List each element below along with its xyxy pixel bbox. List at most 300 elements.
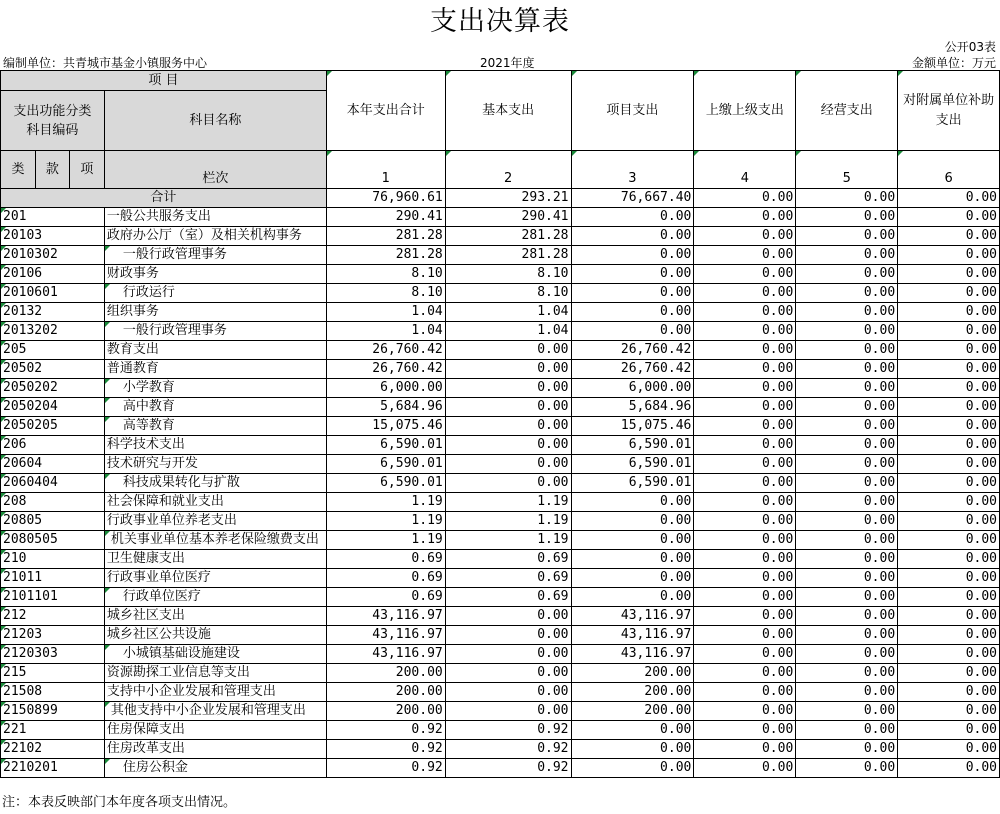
amount-cell: 5,684.96: [326, 398, 445, 417]
amount-cell: 1.04: [326, 303, 445, 322]
amount-cell: 0.00: [694, 588, 796, 607]
amount-cell: 0.00: [898, 721, 1000, 740]
amount-cell: 0.00: [694, 265, 796, 284]
amount-cell: 0.00: [445, 607, 571, 626]
amount-cell: 0.00: [796, 284, 898, 303]
subject-name: 科技成果转化与扩散: [104, 474, 326, 493]
unit-label: 金额单位：万元: [911, 56, 996, 70]
col-header-total: 本年支出合计: [326, 71, 445, 151]
amount-cell: 0.00: [898, 379, 1000, 398]
amount-cell: 290.41: [326, 208, 445, 227]
amount-cell: 0.00: [694, 645, 796, 664]
amount-cell: 0.00: [694, 569, 796, 588]
amount-cell: 0.00: [571, 588, 694, 607]
amount-cell: 0.00: [445, 664, 571, 683]
subject-code: 21011: [1, 569, 105, 588]
amount-cell: 0.00: [796, 721, 898, 740]
amount-cell: 0.00: [796, 455, 898, 474]
amount-cell: 281.28: [445, 246, 571, 265]
amount-cell: 15,075.46: [326, 417, 445, 436]
amount-cell: 0.00: [694, 208, 796, 227]
amount-cell: 0.00: [898, 284, 1000, 303]
amount-cell: 43,116.97: [571, 626, 694, 645]
subject-name: 科学技术支出: [104, 436, 326, 455]
amount-cell: 0.00: [898, 227, 1000, 246]
table-row: [1, 227, 1000, 246]
fiscal-year: 2021年度: [480, 56, 535, 70]
amount-cell: 0.00: [445, 645, 571, 664]
col-header-project: 项目支出: [571, 71, 694, 151]
subject-code: 2050202: [1, 379, 105, 398]
amount-cell: 6,590.01: [571, 436, 694, 455]
amount-cell: 0.00: [898, 664, 1000, 683]
subject-code: 210: [1, 550, 105, 569]
amount-cell: 0.00: [694, 626, 796, 645]
header-subject-name: 科目名称: [104, 91, 326, 151]
amount-cell: 8.10: [445, 284, 571, 303]
amount-cell: 0.00: [694, 303, 796, 322]
subject-name: 一般行政管理事务: [104, 322, 326, 341]
amount-cell: 0.00: [796, 493, 898, 512]
amount-cell: 281.28: [445, 227, 571, 246]
amount-cell: 43,116.97: [571, 645, 694, 664]
amount-cell: 6,590.01: [571, 455, 694, 474]
amount-cell: 26,760.42: [326, 360, 445, 379]
table-row: [1, 645, 1000, 664]
amount-cell: 0.69: [445, 550, 571, 569]
subject-code: 2080505: [1, 531, 105, 550]
header-lanci: 栏次: [104, 151, 326, 189]
subject-name: 行政事业单位养老支出: [104, 512, 326, 531]
amount-cell: 290.41: [445, 208, 571, 227]
subject-code: 2060404: [1, 474, 105, 493]
subject-code: 212: [1, 607, 105, 626]
amount-cell: 0.00: [898, 417, 1000, 436]
amount-cell: 0.00: [796, 398, 898, 417]
amount-cell: 0.00: [898, 550, 1000, 569]
amount-cell: 0.00: [796, 531, 898, 550]
amount-cell: 1.19: [326, 493, 445, 512]
amount-cell: 8.10: [326, 284, 445, 303]
amount-cell: 200.00: [571, 702, 694, 721]
subject-name: 小城镇基础设施建设: [104, 645, 326, 664]
amount-cell: 0.00: [694, 398, 796, 417]
amount-cell: 0.00: [796, 379, 898, 398]
table-row: [1, 398, 1000, 417]
amount-cell: 0.00: [571, 759, 694, 778]
amount-cell: 0.00: [445, 474, 571, 493]
amount-cell: 0.00: [796, 417, 898, 436]
amount-cell: 0.00: [898, 702, 1000, 721]
amount-cell: 0.00: [571, 265, 694, 284]
amount-cell: 0.00: [898, 398, 1000, 417]
subject-code: 2120303: [1, 645, 105, 664]
amount-cell: 15,075.46: [571, 417, 694, 436]
subject-code: 2150899: [1, 702, 105, 721]
amount-cell: 0.00: [898, 607, 1000, 626]
amount-cell: 0.00: [571, 303, 694, 322]
amount-cell: 0.00: [898, 683, 1000, 702]
amount-cell: 0.00: [571, 512, 694, 531]
subject-name: 支持中小企业发展和管理支出: [104, 683, 326, 702]
amount-cell: 5,684.96: [571, 398, 694, 417]
amount-cell: 0.00: [694, 721, 796, 740]
subject-name: 社会保障和就业支出: [104, 493, 326, 512]
subject-code: 221: [1, 721, 105, 740]
subject-name: 行政单位医疗: [104, 588, 326, 607]
amount-cell: 0.00: [445, 360, 571, 379]
amount-cell: 0.00: [796, 588, 898, 607]
amount-cell: 1.19: [326, 512, 445, 531]
subject-code: 205: [1, 341, 105, 360]
amount-cell: 0.00: [445, 436, 571, 455]
amount-cell: 0.00: [796, 664, 898, 683]
subject-code: 20805: [1, 512, 105, 531]
amount-cell: 0.00: [445, 379, 571, 398]
header-xiang: 项: [69, 151, 104, 189]
table-row: [1, 531, 1000, 550]
header-item: 项 目: [1, 71, 327, 91]
org-label: 编制单位：共青城市基金小镇服务中心: [3, 56, 208, 70]
amount-cell: 0.00: [694, 246, 796, 265]
amount-cell: 0.00: [694, 740, 796, 759]
amount-cell: 0.00: [796, 550, 898, 569]
amount-cell: 6,590.01: [326, 474, 445, 493]
amount-cell: 6,590.01: [571, 474, 694, 493]
subject-name: 高中教育: [104, 398, 326, 417]
amount-cell: 0.00: [694, 284, 796, 303]
subject-code: 20502: [1, 360, 105, 379]
amount-cell: 0.92: [326, 721, 445, 740]
subject-name: 城乡社区支出: [104, 607, 326, 626]
table-row: [1, 417, 1000, 436]
amount-cell: 0.00: [694, 227, 796, 246]
subject-name: 小学教育: [104, 379, 326, 398]
subject-code: 20604: [1, 455, 105, 474]
subject-name: 资源勘探工业信息等支出: [104, 664, 326, 683]
col-num-6: 6: [898, 151, 1000, 189]
subject-name: 住房保障支出: [104, 721, 326, 740]
amount-cell: 0.00: [694, 455, 796, 474]
amount-cell: 0.00: [796, 645, 898, 664]
subject-name: 高等教育: [104, 417, 326, 436]
amount-cell: 0.92: [326, 740, 445, 759]
col-num-5: 5: [796, 151, 898, 189]
amount-cell: 0.00: [694, 474, 796, 493]
amount-cell: 0.00: [796, 626, 898, 645]
amount-cell: 0.00: [694, 531, 796, 550]
subject-name: 住房改革支出: [104, 740, 326, 759]
amount-cell: 0.00: [445, 455, 571, 474]
header-kuan: 款: [35, 151, 69, 189]
totals-cell: 76,667.40: [571, 189, 694, 208]
subject-name: 普通教育: [104, 360, 326, 379]
amount-cell: 0.00: [898, 740, 1000, 759]
amount-cell: 0.00: [898, 265, 1000, 284]
amount-cell: 0.00: [898, 208, 1000, 227]
subject-code: 215: [1, 664, 105, 683]
subject-code: 2101101: [1, 588, 105, 607]
amount-cell: 200.00: [326, 664, 445, 683]
subject-code: 2010302: [1, 246, 105, 265]
col-header-basic: 基本支出: [445, 71, 571, 151]
amount-cell: 0.00: [796, 341, 898, 360]
subject-name: 住房公积金: [104, 759, 326, 778]
table-row: [1, 341, 1000, 360]
amount-cell: 0.00: [796, 512, 898, 531]
amount-cell: 281.28: [326, 227, 445, 246]
table-row: [1, 284, 1000, 303]
amount-cell: 0.00: [571, 569, 694, 588]
subject-code: 2050205: [1, 417, 105, 436]
amount-cell: 0.00: [898, 512, 1000, 531]
amount-cell: 1.04: [445, 322, 571, 341]
subject-name: 城乡社区公共设施: [104, 626, 326, 645]
amount-cell: 0.00: [898, 588, 1000, 607]
col-header-business: 经营支出: [796, 71, 898, 151]
totals-row: [1, 189, 1000, 208]
subject-name: 行政运行: [104, 284, 326, 303]
amount-cell: 0.00: [445, 702, 571, 721]
amount-cell: 0.00: [898, 322, 1000, 341]
amount-cell: 0.00: [445, 341, 571, 360]
amount-cell: 200.00: [571, 664, 694, 683]
totals-cell: 76,960.61: [326, 189, 445, 208]
amount-cell: 1.19: [445, 493, 571, 512]
amount-cell: 0.00: [571, 550, 694, 569]
subject-code: 2010601: [1, 284, 105, 303]
subject-code: 2013202: [1, 322, 105, 341]
table-row: [1, 265, 1000, 284]
totals-cell: 293.21: [445, 189, 571, 208]
form-number: 公开03表: [944, 40, 996, 54]
col-num-2: 2: [445, 151, 571, 189]
amount-cell: 0.00: [571, 493, 694, 512]
table-row: [1, 379, 1000, 398]
amount-cell: 0.92: [445, 759, 571, 778]
table-row: [1, 607, 1000, 626]
amount-cell: 0.00: [445, 417, 571, 436]
amount-cell: 0.00: [694, 341, 796, 360]
subject-name: 教育支出: [104, 341, 326, 360]
amount-cell: 0.00: [694, 702, 796, 721]
amount-cell: 0.00: [694, 550, 796, 569]
amount-cell: 43,116.97: [326, 645, 445, 664]
amount-cell: 0.00: [796, 303, 898, 322]
amount-cell: 43,116.97: [326, 626, 445, 645]
amount-cell: 0.69: [326, 550, 445, 569]
amount-cell: 43,116.97: [571, 607, 694, 626]
amount-cell: 0.00: [898, 569, 1000, 588]
amount-cell: 0.00: [694, 436, 796, 455]
amount-cell: 0.00: [445, 683, 571, 702]
amount-cell: 0.00: [898, 360, 1000, 379]
subject-code: 206: [1, 436, 105, 455]
footnote: 注：本表反映部门本年度各项支出情况。: [2, 795, 237, 810]
amount-cell: 0.00: [796, 740, 898, 759]
subject-name: 财政事务: [104, 265, 326, 284]
totals-cell: 0.00: [694, 189, 796, 208]
amount-cell: 0.00: [898, 246, 1000, 265]
amount-cell: 0.00: [694, 379, 796, 398]
table-row: [1, 702, 1000, 721]
amount-cell: 0.00: [571, 531, 694, 550]
table-row: [1, 588, 1000, 607]
subject-name: 一般行政管理事务: [104, 246, 326, 265]
subject-code: 20103: [1, 227, 105, 246]
subject-code: 20132: [1, 303, 105, 322]
amount-cell: 0.69: [326, 569, 445, 588]
table-row: [1, 208, 1000, 227]
col-num-1: 1: [326, 151, 445, 189]
amount-cell: 0.00: [571, 740, 694, 759]
subject-code: 21508: [1, 683, 105, 702]
amount-cell: 8.10: [445, 265, 571, 284]
amount-cell: 0.00: [796, 436, 898, 455]
amount-cell: 0.00: [796, 569, 898, 588]
amount-cell: 0.00: [694, 683, 796, 702]
table-row: [1, 626, 1000, 645]
expenditure-table: [0, 70, 1000, 778]
amount-cell: 26,760.42: [571, 360, 694, 379]
amount-cell: 0.00: [796, 246, 898, 265]
amount-cell: 1.19: [445, 531, 571, 550]
amount-cell: 0.00: [796, 208, 898, 227]
subject-name: 政府办公厅（室）及相关机构事务: [104, 227, 326, 246]
amount-cell: 1.19: [326, 531, 445, 550]
amount-cell: 0.00: [694, 322, 796, 341]
amount-cell: 0.92: [326, 759, 445, 778]
amount-cell: 0.00: [694, 759, 796, 778]
subject-name: 机关事业单位基本养老保险缴费支出: [104, 531, 326, 550]
amount-cell: 6,000.00: [571, 379, 694, 398]
amount-cell: 281.28: [326, 246, 445, 265]
amount-cell: 0.00: [898, 341, 1000, 360]
table-row: [1, 303, 1000, 322]
header-lei: 类: [1, 151, 36, 189]
amount-cell: 200.00: [326, 683, 445, 702]
amount-cell: 0.00: [796, 227, 898, 246]
amount-cell: 0.00: [898, 493, 1000, 512]
table-row: [1, 455, 1000, 474]
amount-cell: 0.00: [898, 303, 1000, 322]
amount-cell: 0.00: [796, 683, 898, 702]
amount-cell: 0.00: [796, 702, 898, 721]
amount-cell: 0.00: [898, 626, 1000, 645]
subject-code: 20106: [1, 265, 105, 284]
col-num-4: 4: [694, 151, 796, 189]
header-code-group: 支出功能分类 科目编码: [1, 91, 105, 151]
amount-cell: 0.00: [571, 246, 694, 265]
amount-cell: 43,116.97: [326, 607, 445, 626]
table-row: [1, 322, 1000, 341]
subject-code: 2050204: [1, 398, 105, 417]
table-row: [1, 246, 1000, 265]
table-row: [1, 740, 1000, 759]
table-row: [1, 664, 1000, 683]
col-num-3: 3: [571, 151, 694, 189]
amount-cell: 8.10: [326, 265, 445, 284]
amount-cell: 0.00: [694, 493, 796, 512]
amount-cell: 0.69: [445, 569, 571, 588]
amount-cell: 0.92: [445, 740, 571, 759]
table-row: [1, 721, 1000, 740]
subject-name: 一般公共服务支出: [104, 208, 326, 227]
table-row: [1, 569, 1000, 588]
subject-name: 行政事业单位医疗: [104, 569, 326, 588]
subject-code: 2210201: [1, 759, 105, 778]
subject-name: 其他支持中小企业发展和管理支出: [104, 702, 326, 721]
subject-name: 卫生健康支出: [104, 550, 326, 569]
amount-cell: 0.00: [898, 455, 1000, 474]
amount-cell: 0.00: [898, 436, 1000, 455]
amount-cell: 200.00: [571, 683, 694, 702]
table-row: [1, 436, 1000, 455]
amount-cell: 0.00: [898, 531, 1000, 550]
totals-cell: 0.00: [796, 189, 898, 208]
table-row: [1, 512, 1000, 531]
table-row: [1, 683, 1000, 702]
subject-name: 技术研究与开发: [104, 455, 326, 474]
amount-cell: 0.00: [796, 607, 898, 626]
subject-code: 22102: [1, 740, 105, 759]
amount-cell: 0.00: [796, 360, 898, 379]
table-row: [1, 550, 1000, 569]
amount-cell: 1.04: [445, 303, 571, 322]
amount-cell: 26,760.42: [571, 341, 694, 360]
amount-cell: 0.92: [445, 721, 571, 740]
subject-code: 201: [1, 208, 105, 227]
amount-cell: 6,590.01: [326, 455, 445, 474]
amount-cell: 0.69: [445, 588, 571, 607]
totals-label: 合计: [1, 189, 327, 208]
amount-cell: 0.00: [571, 284, 694, 303]
amount-cell: 0.00: [796, 474, 898, 493]
table-row: [1, 493, 1000, 512]
col-header-remit: 上缴上级支出: [694, 71, 796, 151]
table-row: [1, 759, 1000, 778]
page-title: 支出决算表: [430, 6, 570, 37]
amount-cell: 0.00: [571, 322, 694, 341]
amount-cell: 0.00: [796, 322, 898, 341]
amount-cell: 26,760.42: [326, 341, 445, 360]
amount-cell: 0.00: [898, 759, 1000, 778]
table-row: [1, 360, 1000, 379]
amount-cell: 200.00: [326, 702, 445, 721]
amount-cell: 0.00: [694, 607, 796, 626]
amount-cell: 0.00: [694, 664, 796, 683]
amount-cell: 0.69: [326, 588, 445, 607]
subject-name: 组织事务: [104, 303, 326, 322]
subject-code: 21203: [1, 626, 105, 645]
amount-cell: 0.00: [898, 474, 1000, 493]
amount-cell: 0.00: [694, 512, 796, 531]
table-row: [1, 474, 1000, 493]
amount-cell: 0.00: [571, 227, 694, 246]
subject-code: 208: [1, 493, 105, 512]
amount-cell: 0.00: [898, 645, 1000, 664]
amount-cell: 0.00: [445, 398, 571, 417]
amount-cell: 0.00: [796, 265, 898, 284]
amount-cell: 0.00: [445, 626, 571, 645]
amount-cell: 6,000.00: [326, 379, 445, 398]
amount-cell: 0.00: [694, 360, 796, 379]
col-header-subsidy: 对附属单位补助支出: [898, 71, 1000, 151]
amount-cell: 0.00: [571, 721, 694, 740]
amount-cell: 6,590.01: [326, 436, 445, 455]
amount-cell: 1.19: [445, 512, 571, 531]
totals-cell: 0.00: [898, 189, 1000, 208]
